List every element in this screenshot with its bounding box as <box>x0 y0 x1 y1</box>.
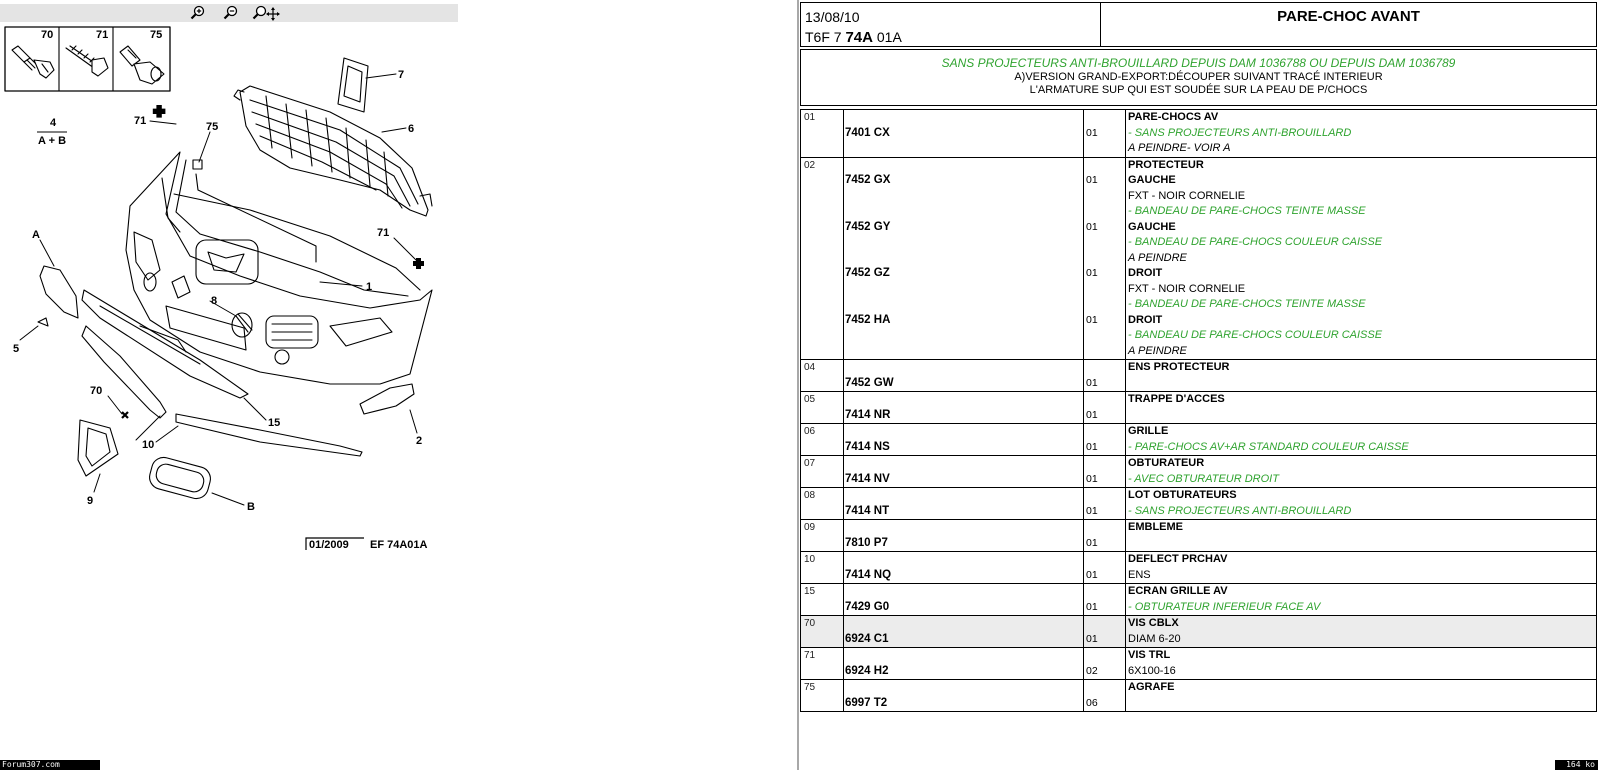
cell-item-number: 08 <box>801 488 844 520</box>
cell-item-number: 70 <box>801 616 844 648</box>
screw-70-icon <box>12 46 54 78</box>
cell-item-number: 15 <box>801 584 844 616</box>
zoom-toolbar <box>0 4 458 22</box>
description-line: - AVEC OBTURATEUR DROIT <box>1128 472 1279 485</box>
part-reference[interactable]: 7414 NV <box>845 472 890 485</box>
cell-reference <box>844 392 1084 424</box>
fastener-label-70: 70 <box>41 29 54 41</box>
zoom-pan-icon <box>252 5 280 21</box>
callout-6: 6 <box>408 123 415 135</box>
spacer <box>1086 456 1125 472</box>
cell-description <box>1126 110 1597 158</box>
spacer <box>845 616 1083 632</box>
cell-item-number: 04 <box>801 360 844 392</box>
spacer <box>845 584 1083 600</box>
callout-1: 1 <box>366 281 373 293</box>
part-reference[interactable]: 7452 GZ <box>845 267 890 279</box>
spacer <box>845 456 1083 472</box>
spacer <box>845 552 1083 568</box>
part-quantity: 01 <box>1086 376 1098 389</box>
spacer <box>845 680 1083 696</box>
description-line: - BANDEAU DE PARE-CHOCS COULEUR CAISSE <box>1128 329 1383 341</box>
cell-quantity <box>1084 392 1126 424</box>
cell-reference <box>844 424 1084 456</box>
description-line: - BANDEAU DE PARE-CHOCS TEINTE MASSE <box>1128 205 1366 217</box>
spacer <box>1086 424 1125 440</box>
tow-cover-b-part <box>147 455 213 501</box>
description-line: - BANDEAU DE PARE-CHOCS TEINTE MASSE <box>1128 298 1366 310</box>
spacer <box>845 141 1083 157</box>
spacer <box>1086 189 1125 205</box>
cell-reference <box>844 456 1084 488</box>
spacer <box>845 328 1083 344</box>
spacer <box>1086 204 1125 220</box>
screw-71-icon <box>66 46 108 76</box>
spacer <box>845 488 1083 504</box>
spacer <box>845 392 1083 408</box>
table-row[interactable] <box>801 110 1597 158</box>
ref-bold: 74A <box>845 29 873 46</box>
cell-quantity <box>1084 520 1126 552</box>
parts-table <box>800 109 1597 712</box>
callout-71-top: 71 <box>134 115 147 127</box>
description-line: TRAPPE D'ACCES <box>1128 393 1225 405</box>
callout-9: 9 <box>87 495 94 507</box>
spacer <box>1086 251 1125 267</box>
page-header <box>800 2 1597 47</box>
callout-15: 15 <box>268 417 281 429</box>
spacer <box>845 251 1083 267</box>
callout-a-plus-b: A + B <box>38 135 67 147</box>
part-reference[interactable]: 7810 P7 <box>845 536 888 549</box>
cell-description <box>1126 520 1597 552</box>
callout-4: 4 <box>50 117 57 129</box>
cell-reference <box>844 616 1084 648</box>
part-quantity: 01 <box>1086 504 1098 517</box>
diagram-pane <box>0 0 797 770</box>
zoom-out-button[interactable] <box>223 5 239 21</box>
part-quantity: 01 <box>1086 408 1098 421</box>
cell-quantity <box>1084 110 1126 158</box>
cell-description <box>1126 456 1597 488</box>
part-reference[interactable]: 7452 GW <box>845 376 894 389</box>
description-line: A PEINDRE <box>1128 251 1187 264</box>
part-reference[interactable]: 7414 NT <box>845 504 890 517</box>
description-line: DROIT <box>1128 313 1163 326</box>
cell-reference <box>844 110 1084 158</box>
description-line: DEFLECT PRCHAV <box>1128 553 1228 565</box>
part-quantity: 06 <box>1086 696 1098 709</box>
part-quantity: 01 <box>1086 267 1098 279</box>
cell-reference <box>844 584 1084 616</box>
spacer <box>1128 536 1596 552</box>
part-quantity: 01 <box>1086 313 1098 326</box>
description-line: A PEINDRE <box>1128 344 1187 357</box>
part-reference[interactable]: 7452 HA <box>845 313 891 326</box>
cell-item-number: 01 <box>801 110 844 158</box>
cell-quantity <box>1084 680 1126 712</box>
side-flap-2-part <box>360 384 414 414</box>
status-size: 164 ko <box>1555 760 1598 770</box>
part-reference[interactable]: 7452 GY <box>845 220 891 233</box>
description-line: GAUCHE <box>1128 220 1176 233</box>
description-line: FXT - NOIR CORNELIE <box>1128 282 1246 295</box>
spacer <box>845 282 1083 298</box>
cell-quantity <box>1084 360 1126 392</box>
description-line: DROIT <box>1128 267 1163 279</box>
part-quantity: 01 <box>1086 126 1098 139</box>
spacer <box>1086 344 1125 360</box>
description-line: ENS PROTECTEUR <box>1128 361 1230 373</box>
side-flap-a-part <box>40 266 78 318</box>
page-title: PARE-CHOC AVANT <box>1277 8 1420 25</box>
cell-description <box>1126 392 1597 424</box>
cell-quantity <box>1084 584 1126 616</box>
part-quantity: 02 <box>1086 664 1098 677</box>
cell-reference <box>844 157 1084 360</box>
spacer <box>1128 408 1596 424</box>
description-line: AGRAFE <box>1128 681 1175 693</box>
spacer <box>845 424 1083 440</box>
cell-description <box>1126 360 1597 392</box>
description-line: LOT OBTURATEURS <box>1128 489 1237 501</box>
spacer <box>1086 360 1125 376</box>
part-reference[interactable]: 7414 NS <box>845 440 890 453</box>
part-quantity: 01 <box>1086 440 1098 453</box>
description-line: - BANDEAU DE PARE-CHOCS COULEUR CAISSE <box>1128 236 1383 248</box>
cell-quantity <box>1084 616 1126 648</box>
ref-suffix: 01A <box>873 29 902 45</box>
callout-b: B <box>247 501 255 513</box>
table-row[interactable] <box>801 648 1597 680</box>
header-date: 13/08/10 <box>805 9 860 25</box>
callout-2: 2 <box>416 435 423 447</box>
description-line: - SANS PROJECTEURS ANTI-BROUILLARD <box>1128 504 1352 517</box>
part-quantity: 01 <box>1086 220 1098 233</box>
spacer <box>845 110 1083 126</box>
cell-description <box>1126 584 1597 616</box>
cell-description <box>1126 488 1597 520</box>
table-row[interactable] <box>801 456 1597 488</box>
cell-quantity <box>1084 488 1126 520</box>
spacer <box>1086 680 1125 696</box>
clip-75-icon <box>120 46 164 84</box>
note-line-1: A)VERSION GRAND-EXPORT:DÉCOUPER SUIVANT TRACÉ INTERIEUR <box>1014 71 1383 83</box>
deflector-part <box>82 290 362 456</box>
cell-description <box>1126 157 1597 360</box>
cell-reference <box>844 648 1084 680</box>
cell-quantity <box>1084 456 1126 488</box>
spacer <box>1086 392 1125 408</box>
table-row[interactable] <box>801 520 1597 552</box>
description-line: - OBTURATEUR INFERIEUR FACE AV <box>1128 600 1321 613</box>
zoom-in-icon <box>190 5 206 21</box>
description-line: PARE-CHOCS AV <box>1128 111 1219 123</box>
table-row[interactable] <box>801 552 1597 584</box>
spacer <box>845 235 1083 251</box>
callout-5: 5 <box>13 343 20 355</box>
fastener-label-75: 75 <box>150 29 163 41</box>
part-reference[interactable]: 6997 T2 <box>845 696 888 709</box>
cell-reference <box>844 680 1084 712</box>
callout-71-right: 71 <box>377 227 390 239</box>
callout-10: 10 <box>142 439 155 451</box>
zoom-in-button[interactable] <box>190 5 206 21</box>
callout-7: 7 <box>398 69 405 81</box>
part-reference[interactable]: 6924 H2 <box>845 664 889 677</box>
description-line: VIS CBLX <box>1128 617 1179 629</box>
grille-part <box>234 86 432 216</box>
cell-item-number: 05 <box>801 392 844 424</box>
diagram-ref-code: EF 74A01A <box>370 539 428 551</box>
status-site: Forum307.com <box>0 760 100 770</box>
emblem-part <box>78 420 118 476</box>
description-line: 6X100-16 <box>1128 664 1176 677</box>
table-row[interactable] <box>801 488 1597 520</box>
cell-quantity <box>1084 648 1126 680</box>
cell-description <box>1126 552 1597 584</box>
spacer <box>845 204 1083 220</box>
spacer <box>1086 520 1125 536</box>
table-row[interactable] <box>801 424 1597 456</box>
cell-description <box>1126 648 1597 680</box>
part-reference[interactable]: 6924 C1 <box>845 632 889 645</box>
cell-item-number: 09 <box>801 520 844 552</box>
part-reference[interactable]: 7401 CX <box>845 126 890 139</box>
part-quantity: 01 <box>1086 536 1098 549</box>
part-quantity: 01 <box>1086 600 1098 613</box>
cell-quantity <box>1084 157 1126 360</box>
spacer <box>845 158 1083 174</box>
spacer <box>1086 235 1125 251</box>
cell-description <box>1126 616 1597 648</box>
spacer <box>1086 584 1125 600</box>
part-quantity: 01 <box>1086 632 1098 645</box>
callout-8: 8 <box>211 295 218 307</box>
notes-box <box>800 49 1597 106</box>
part-reference[interactable]: 7452 GX <box>845 174 891 186</box>
cell-quantity <box>1084 424 1126 456</box>
description-line: ENS <box>1128 568 1151 581</box>
zoom-out-icon <box>223 5 239 21</box>
spacer <box>1086 141 1125 157</box>
table-row[interactable] <box>801 680 1597 712</box>
spacer <box>1086 158 1125 174</box>
table-row[interactable] <box>801 360 1597 392</box>
header-reference <box>805 29 902 46</box>
description-line: A PEINDRE- VOIR A <box>1128 142 1231 154</box>
cell-item-number: 07 <box>801 456 844 488</box>
description-line: ECRAN GRILLE AV <box>1128 585 1228 597</box>
spacer <box>845 297 1083 313</box>
spacer <box>845 520 1083 536</box>
cell-item-number: 06 <box>801 424 844 456</box>
spacer <box>1086 282 1125 298</box>
callout-a: A <box>32 229 40 241</box>
cell-description <box>1126 680 1597 712</box>
description-line: PROTECTEUR <box>1128 158 1204 171</box>
description-line: VIS TRL <box>1128 649 1171 661</box>
spacer <box>845 360 1083 376</box>
fastener-label-71: 71 <box>96 29 109 41</box>
spacer <box>1128 696 1596 712</box>
spacer <box>1086 328 1125 344</box>
cell-item-number: 02 <box>801 157 844 360</box>
spacer <box>845 189 1083 205</box>
note-green: SANS PROJECTEURS ANTI-BROUILLARD DEPUIS DAM 1036788 OU DEPUIS DAM 1036789 <box>941 56 1456 70</box>
spacer <box>1086 616 1125 632</box>
spacer <box>845 648 1083 664</box>
bumper-part <box>126 152 432 384</box>
table-row[interactable] <box>801 584 1597 616</box>
callout-70: 70 <box>90 385 103 397</box>
cell-reference <box>844 360 1084 392</box>
parts-list-pane <box>799 0 1598 770</box>
part-quantity: 01 <box>1086 568 1098 581</box>
description-line: EMBLEME <box>1128 521 1183 533</box>
ref-prefix: T6F 7 <box>805 29 846 45</box>
description-line: FXT - NOIR CORNELIE <box>1128 189 1246 202</box>
part-quantity: 01 <box>1086 472 1098 485</box>
description-line: GAUCHE <box>1128 174 1176 186</box>
description-line: OBTURATEUR <box>1128 457 1205 469</box>
part-reference[interactable]: 7429 G0 <box>845 600 890 613</box>
table-row[interactable] <box>801 616 1597 648</box>
access-cover-part <box>338 58 368 112</box>
description-line: - PARE-CHOCS AV+AR STANDARD COULEUR CAISSE <box>1128 440 1409 453</box>
table-row[interactable] <box>801 392 1597 424</box>
part-reference[interactable]: 7414 NQ <box>845 568 892 581</box>
spacer <box>845 344 1083 360</box>
cell-item-number: 75 <box>801 680 844 712</box>
spacer <box>1128 376 1596 392</box>
cell-reference <box>844 552 1084 584</box>
table-row[interactable] <box>801 157 1597 360</box>
zoom-pan-button[interactable] <box>252 5 280 21</box>
cell-description <box>1126 424 1597 456</box>
spacer <box>1086 110 1125 126</box>
cell-reference <box>844 520 1084 552</box>
spacer <box>1086 648 1125 664</box>
callout-75: 75 <box>206 121 219 133</box>
spacer <box>1086 488 1125 504</box>
diagram-ref-date: 01/2009 <box>309 539 349 551</box>
exploded-parts-diagram <box>0 22 460 562</box>
cell-reference <box>844 488 1084 520</box>
spacer <box>1086 552 1125 568</box>
part-quantity: 01 <box>1086 174 1098 186</box>
description-line: GRILLE <box>1128 425 1169 437</box>
cell-quantity <box>1084 552 1126 584</box>
part-reference[interactable]: 7414 NR <box>845 408 891 421</box>
description-line: - SANS PROJECTEURS ANTI-BROUILLARD <box>1128 126 1352 139</box>
note-line-2: L'ARMATURE SUP QUI EST SOUDÉE SUR LA PEAU DE P/CHOCS <box>1029 84 1368 96</box>
spacer <box>1086 297 1125 313</box>
cell-item-number: 71 <box>801 648 844 680</box>
cell-item-number: 10 <box>801 552 844 584</box>
description-line: DIAM 6-20 <box>1128 632 1181 645</box>
